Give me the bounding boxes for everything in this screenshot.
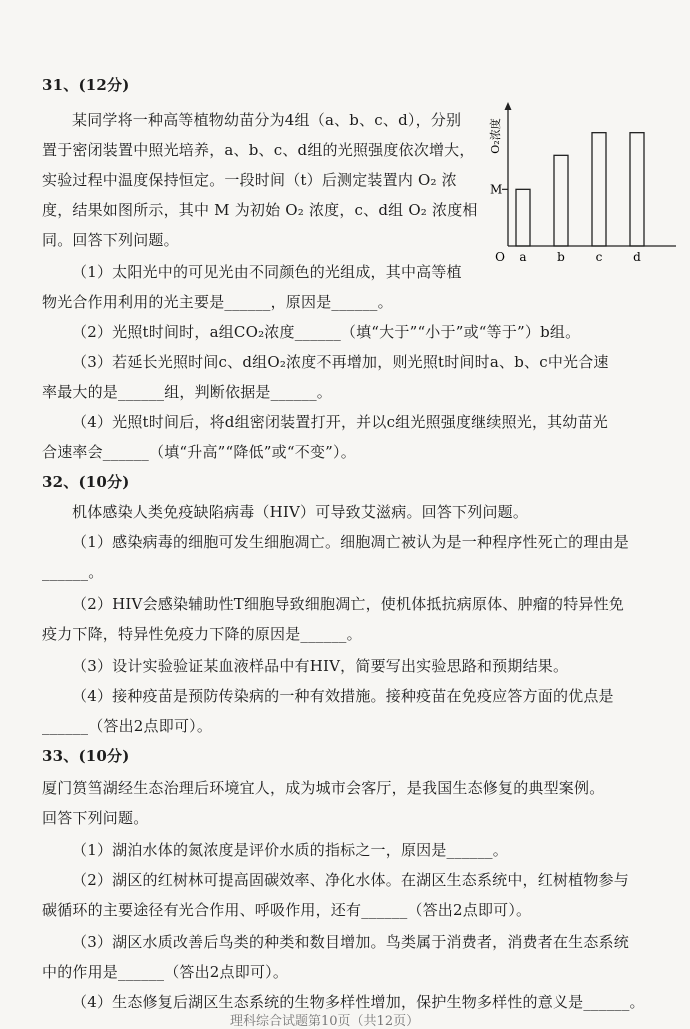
o2-concentration-bar-chart [486,100,686,275]
page-footer: 理科综合试题第10页（共12页） [230,1014,420,1029]
q33-part2-line-1: （2）湖区的红树林可提高固碳效率、净化水体。在湖区生态系统中，红树植物参与 [72,871,629,889]
q31-part4-line-1: （4）光照t时间后，将d组密闭装置打开，并以c组光照强度继续照光，其幼苗光 [72,413,608,431]
bar-b [554,155,568,246]
q32-part3: （3）设计实验验证某血液样品中有HIV，简要写出实验思路和预期结果。 [72,657,569,675]
q31-part2: （2）光照t时间时，a组CO₂浓度______（填“大于”“小于”或“等于”）b组。 [72,323,581,341]
bar-a [516,189,530,246]
q31-part3-line-2: 率最大的是______组，判断依据是______。 [42,383,333,401]
q32-part4-line-2: ______（答出2点即可）。 [42,717,213,735]
q33-part1: （1）湖泊水体的氮浓度是评价水质的指标之一，原因是______。 [72,841,508,859]
bar-c [592,133,606,246]
origin-label: O [495,250,505,264]
q32-part2-line-1: （2）HIV会感染辅助性T细胞导致细胞凋亡，使机体抵抗病原体、肿瘤的特异性免 [72,595,624,613]
x-tick-label-b: b [557,250,565,264]
q31-intro-line-2: 置于密闭装置中照光培养，a、b、c、d组的光照强度依次增大， [42,141,475,159]
q33-intro-line-1: 厦门筼筜湖经生态治理后环境宜人，成为城市会客厅，是我国生态修复的典型案例。 [42,779,605,797]
q32-intro: 机体感染人类免疫缺陷病毒（HIV）可导致艾滋病。回答下列问题。 [72,503,529,521]
q32-part1-line-2: ______。 [42,563,104,581]
q33-part3-line-2: 中的作用是______（答出2点即可）。 [42,963,289,981]
q31-part1-line-2: 物光合作用利用的光主要是______，原因是______。 [42,293,393,311]
q32-heading: 32、(10分) [42,473,130,491]
x-tick-label-d: d [633,250,641,264]
bar-d [630,133,644,246]
q33-part2-line-2: 碳循环的主要途径有光合作用、呼吸作用，还有______（答出2点即可）。 [42,901,532,919]
q31-intro-line-5: 同。回答下列问题。 [42,231,179,249]
q31-part4-line-2: 合速率会______（填“升高”“降低”或“不变”）。 [42,443,356,461]
q33-heading: 33、(10分) [42,747,130,765]
q33-part3-line-1: （3）湖区水质改善后鸟类的种类和数目增加。鸟类属于消费者，消费者在生态系统 [72,933,629,951]
q32-part1-line-1: （1）感染病毒的细胞可发生细胞凋亡。细胞凋亡被认为是一种程序性死亡的理由是 [72,533,629,551]
x-tick-label-a: a [519,250,527,264]
q33-part4: （4）生态修复后湖区生态系统的生物多样性增加，保护生物多样性的意义是______。 [72,993,645,1011]
y-axis-arrow [505,102,512,110]
m-label: M [490,182,503,197]
q31-intro-line-4: 度，结果如图所示，其中 M 为初始 O₂ 浓度，c、d组 O₂ 浓度相 [42,201,478,219]
q31-part3-line-1: （3）若延长光照时间c、d组O₂浓度不再增加，则光照t时间时a、b、c中光合速 [72,353,609,371]
q31-heading: 31、(12分) [42,76,130,94]
q32-part4-line-1: （4）接种疫苗是预防传染病的一种有效措施。接种疫苗在免疫应答方面的优点是 [72,687,614,705]
q33-intro-line-2: 回答下列问题。 [42,809,149,827]
q31-intro-line-3: 实验过程中温度保持恒定。一段时间（t）后测定装置内 O₂ 浓 [42,171,457,189]
q31-intro-line-1: 某同学将一种高等植物幼苗分为4组（a、b、c、d），分别 [72,111,462,129]
x-tick-label-c: c [595,250,603,264]
q31-part1-line-1: （1）太阳光中的可见光由不同颜色的光组成，其中高等植 [72,263,462,281]
y-axis-label: O₂浓度 [489,118,502,154]
q32-part2-line-2: 疫力下降，特异性免疫力下降的原因是______。 [42,625,362,643]
